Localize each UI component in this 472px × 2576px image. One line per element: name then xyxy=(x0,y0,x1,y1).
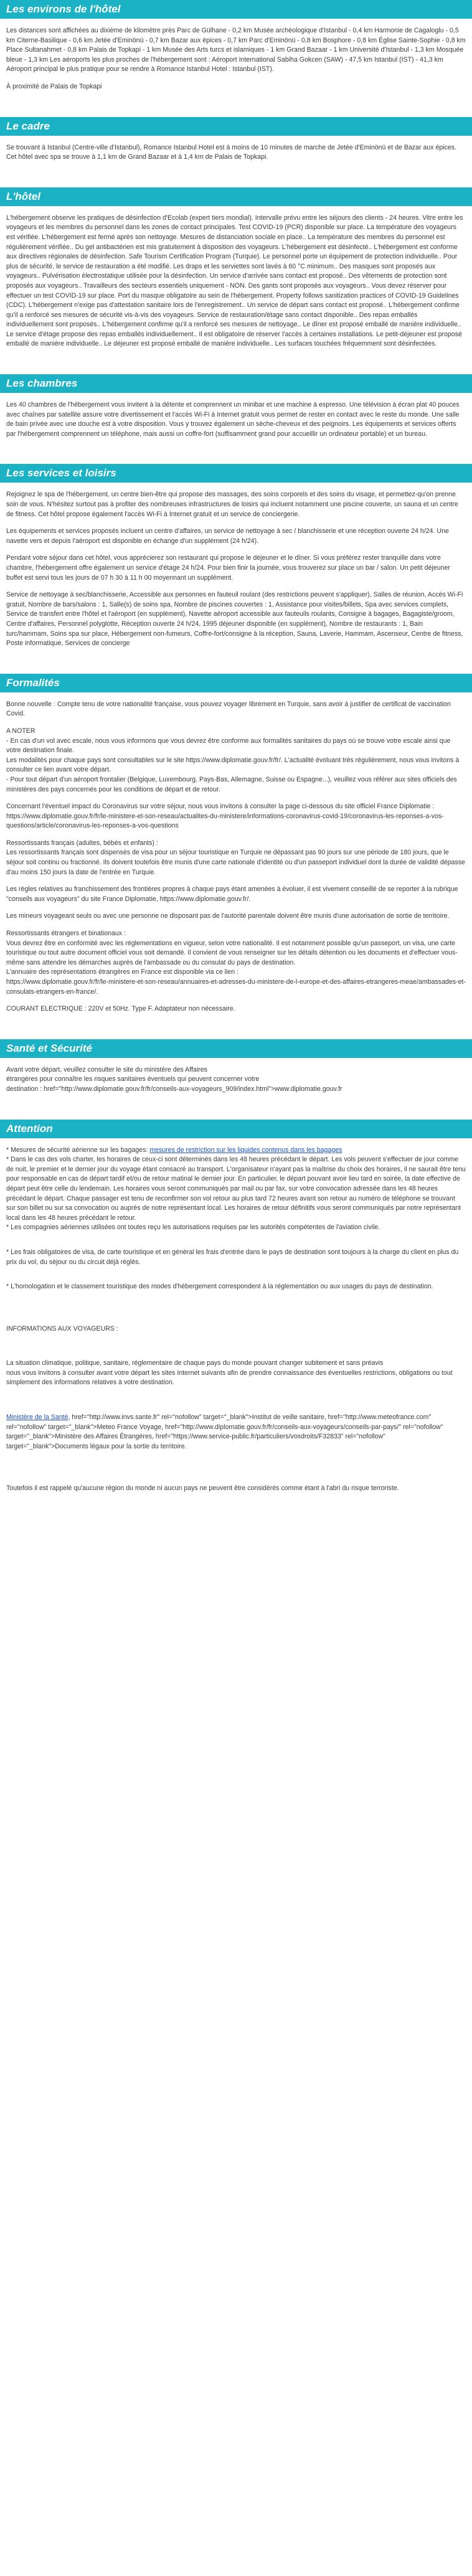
section-body-cadre xyxy=(0,136,472,171)
liquids-restriction-link[interactable]: mesures de restriction sur les liquides contenus dans les bagages xyxy=(149,1146,342,1154)
section-cadre xyxy=(0,117,472,171)
paragraph: Avant votre départ, veuillez consulter le site du ministère des Affaires étrangères pour connaître les risques sanitaires éventuels qui peuvent concerner votre destination : href="http://www.diplomatie.gouv.fr/fr/conseils-aux-voyageurs_909/index.html">www.diplomatie.gouv.fr xyxy=(6,1065,342,1093)
paragraph: À proximité de Palais de Topkapi xyxy=(6,82,102,90)
section-environs xyxy=(0,0,472,101)
paragraph: COURANT ELECTRIQUE : 220V et 50Hz. Type F. Adaptateur non nécessaire. xyxy=(6,1005,235,1013)
paragraph: Les règles relatives au franchissement des frontières propres à chaque pays étant amenées à évoluer, il est vivement conseillé de se reporter à la rubrique "conseils aux voyageurs" du site France Diplomatie, https://www.diplomatie.gouv.fr/. xyxy=(6,885,458,903)
paragraph: * Les frais obligatoires de visa, de carte touristique et en général les frais d'entrée dans le pays de destination sont toujours à la charge du client en plus du prix du vol, du séjour ou du circuit déjà réglés. xyxy=(6,1248,459,1266)
ministere-sante-link[interactable]: Ministère de la Santé xyxy=(6,1413,68,1422)
paragraph: Les mineurs voyageant seuls ou avec une personne ne disposant pas de l'autorité parentale doivent être munis d'une autorisation de sortie de territoire. xyxy=(6,912,450,920)
paragraph: Ressortissants étrangers et binationaux : Vous devrez être en conformité avec les réglementations en vigueur, selon votre nationalité. Il est notamment possible qu'un passeport, un visa, une carte touristique ou tout autre document officiel vous soit demandé. Il convient de vous renseigner sur les détails détention ou les documents et d'effectuer vous-même sans attendre les démarches auprès de l'ambassade ou du consulat du pays de destination. L'annuaire des représentations étrangères en France est disponible via ce lien : https://www.diplomatie.gouv.fr/fr/le-ministere-et-son-reseau/annuaires-et-adresses-du-ministere-de-l-europe-et-des-affaires-etrangeres-meae/ambassades-et-consulats-etrangers-en-france/. xyxy=(6,930,466,996)
section-title-formalites: Formalités xyxy=(0,674,472,692)
section-title-hotel: L'hôtel xyxy=(0,187,472,206)
section-chambres xyxy=(0,374,472,448)
text: * Mesures de sécurité aérienne sur les bagages: xyxy=(6,1146,150,1154)
paragraph: Service de nettoyage à sec/blanchisserie, Accessible aux personnes en fauteuil roulant (des restrictions peuvent s'appliquer), Salles de réunion, Accès Wi-Fi gratuit, Nombre de bars/salons : 1, Salle(s) de soins spa, Nombre de piscines couvertes : 1, Assistance pour visites/billets, Spa avec services complets, Service de transfert entre l'hôtel et l'aéroport (en supplément), Navette aéroport accessible aux fauteuils roulants, Consigne à bagages, Bagagiste/groom, Centre d'affaires, Personnel polyglotte, Réception ouverte 24 h/24, 1995 déjeuner disponible (en supplément), Nombre de restaurants : 1, Bain turc/hammam, Soins spa sur place, Hébergement non-fumeurs, Coffre-fort/consigne à la réception, Sauna, Laverie, Hammam, Ascenseur, Centre de fitness, Poste informatique, Services de concierge xyxy=(6,591,463,648)
paragraph xyxy=(6,1146,466,1233)
paragraph: Les équipements et services proposés incluent un centre d'affaires, un service de nettoyage à sec / blanchisserie et une réception ouverte 24 h/24. Une navette vers et depuis l'aéroport est disponible en échange d'un supplément (24 h/24). xyxy=(6,527,449,545)
section-sante xyxy=(0,1039,472,1103)
section-attention xyxy=(0,1120,472,1503)
text: * Dans le cas des vols charter, les horaires de ceux-ci sont déterminés dans les 48 heures précédant le départ. Les vols peuvent s'effectuer de jour comme de nuit, le premier et le dernier jour du voyage étant consacré au transport. L'organisateur n'ayant pas la maîtrise du choix des horaires, il ne saurait être tenu pour responsable en cas de départ tardif et/ou de retour matinal le dernier jour. En particulier, le départ pouvant avoir lieu tard en soirée, la date effective de départ peut être celle du lendemain. Les horaires vous seront communiqués par mail ou par fax, sur votre convocation adressée dans les 48 heures précédant le départ. Chaque passager est tenu de reconfirmer son vol retour au plus tard 72 heures avant son retour au numéro de téléphone se trouvant sur son billet ou sur sa convocation ou auprès de notre représentant local. Les horaires de retour définitifs vous seront communiqués par notre représentant local dans les 48 heures précédant le retour. * Les compagnies aériennes utilisées ont toutes reçu les autorisations requises par les autorités compétentes de l'aviation civile. xyxy=(6,1156,466,1232)
section-body-environs xyxy=(0,19,472,101)
section-body-sante xyxy=(0,1058,472,1103)
section-body-chambres xyxy=(0,393,472,448)
paragraph: L'hébergement observe les pratiques de désinfection d'Ecolab (expert tiers mondial). Intervalle prévu entre les séjours des clients - 24 heures. Vitre entre les voyageurs et les membres du personnel dans les zones de contact principales. Test COVID-19 (PCR) disponible sur place. La température des voyageurs est vérifiée. L'hébergement est fermé après son nettoyage. Mesures de distanciation sociale en place.. La température des membres du personnel est régulièrement vérifiée.. Du gel antibactérien est mis gratuitement à disposition des voyageurs. L'hébergement est désinfecté.. L'hébergement est conforme aux directives régionales de désinfection. Safe Tourism Certification Program (Turquie). Le personnel porte un équipement de protection individuelle.. Pour plus de sécurité, le service de restauration a été modifié. Les draps et les serviettes sont lavés à 60 °C minimum.. Des masques sont proposés aux voyageurs.. Pulvérisation électrostatique utilisée pour la désinfection. Un service d'arrivée sans contact est proposé.. Des vêtements de protection sont proposés aux voyageurs.. Travailleurs des secteurs essentiels uniquement - NON. Des gants sont proposés aux voyageurs.. Vous devez réserver pour effectuer un test COVID-19 sur place. Port du masque obligatoire au sein de l'hébergement. Property follows sanitization practices of COVID-19 Guidelines (CDC). L'hébergement n'exige pas d'attestation sanitaire lors de l'enregistrement.. Un service de départ sans contact est proposé.. L'hébergement confirme qu'il a renforcé ses mesures de sécurité vis-à-vis des voyageurs. Service de restauration/étage sans contact disponible.. Des repas emballés individuellement sont proposés.. L'hébergement confirme qu'il a renforcé ses mesures de nettoyage.. Le dîner est proposé emballé de manière individuelle.. Le service d'étage propose des repas emballés individuellement.. Il est obligatoire de réserver l'accès à certaines installations. Le petit-déjeuner est proposé emballé de manière individuelle.. Le déjeuner est proposé emballé de manière individuelle.. Les surfaces touchées fréquemment sont désinfectées. xyxy=(6,214,463,348)
section-body-formalites xyxy=(0,692,472,1023)
section-body-services xyxy=(0,483,472,657)
paragraph: Toutefois il est rappelé qu'aucune région du monde ni aucun pays ne peuvent être considérés comme étant à l'abri du risque terroriste. xyxy=(6,1484,399,1493)
section-title-cadre: Le cadre xyxy=(0,117,472,136)
section-hotel xyxy=(0,187,472,358)
paragraph xyxy=(6,1413,466,1451)
section-title-environs: Les environs de l'hôtel xyxy=(0,0,472,19)
paragraph: Les 40 chambres de l'hébergement vous invitent à la détente et comprennent un minibar et une machine à espresso. Une télévision à écran plat 40 pouces avec chaînes par satellite assure votre divertissement et l'accès Wi-Fi à Internet gratuit vous permet de rester en contact avec le reste du monde. Une salle de bain privée avec une douche est à votre disposition. Vous y trouvez également un sèche-cheveux et des peignoirs. Les équipements et services offerts par l'hébergement comprennent un téléphone, mais aussi un coffre-fort (suffisamment grand pour accueillir un ordinateur portable) et un bureau. xyxy=(6,401,460,438)
paragraph: Se trouvant à Istanbul (Centre-ville d'Istanbul), Romance Istanbul Hotel est à moins de 10 minutes de marche de Jetée d'Eminönü et de Bazar aux épices. Cet hôtel avec spa se trouve à 1,1 km de Grand Bazaar et à 1,4 km de Palais de Topkapi. xyxy=(6,143,457,161)
section-body-hotel xyxy=(0,206,472,358)
paragraph: Bonne nouvelle : Compte tenu de votre nationalité française, vous pouvez voyager librement en Turquie, sans avoir à justifier de certificat de vaccination Covid. xyxy=(6,700,451,718)
paragraph: * L'homologation et le classement touristique des modes d'hébergement correspondent à la réglementation ou aux usages du pays de destination. xyxy=(6,1283,433,1291)
section-title-attention: Attention xyxy=(0,1120,472,1138)
paragraph: Les distances sont affichées au dixième de kilomètre près Parc de Gülhane - 0,2 km Musée archéologique d'Istanbul - 0,4 km Harmonie de Cagaloglu - 0,5 km Citerne-Basilique - 0,6 km Jetée d'Eminönü - 0,7 km Bazar aux épices - 0,7 km Parc d'Eminönü - 0,8 km Bosphore - 0,8 km Église Sainte-Sophie - 0,8 km Place Sultanahmet - 0,8 km Palais de Topkapi - 1 km Musée des Arts turcs et islamiques - 1 km Grand Bazaar - 1 km Université d'Istanbul - 1,3 km Mosquée bleue - 1,3 km Les aéroports les plus proches de l'hébergement sont : Aéroport International Sabiha Gokcen (SAW) - 47,5 km Istanbul (IST) - 41,3 km Aéroport principal le plus pratique pour se rendre à Romance Istanbul Hotel : Istanbul (IST). xyxy=(6,27,466,73)
paragraph: INFORMATIONS AUX VOYAGEURS : xyxy=(6,1324,118,1333)
section-title-chambres: Les chambres xyxy=(0,374,472,393)
section-title-services: Les services et loisirs xyxy=(0,464,472,483)
paragraph: A NOTER - En cas d'un vol avec escale, nous vous informons que vous devrez être conforme aux formalités sanitaires du pays où se trouve votre escale ainsi que votre destination finale. Les modalités pour chaque pays sont consultables sur le site https://www.diplomatie.gouv.fr/fr/. L'actualité évoluant très régulièrement, nous vous invitons à consulter ce lien avant votre départ. - Pour tout départ d'un aéroport frontalier (Belgique, Luxembourg, Pays-Bas, Allemagne, Suisse ou Espagne...), veuillez vous référer aux sites officiels des ministères des pays concernés pour les conditions de départ et de retour. xyxy=(6,727,460,793)
section-formalites xyxy=(0,674,472,1023)
paragraph: Rejoignez le spa de l'hébergement, un centre bien-être qui propose des massages, des soins corporels et des soins du visage, et permettez-qu'on prenne soin de vous. N'hésitez surtout pas à profiter des nombreuses infrastructures de loisirs qui incluent notamment une piscine couverte, un sauna et un centre de fitness. Cet hôtel propose également l'accès Wi-Fi à Internet gratuit et un service de conciergerie. xyxy=(6,491,458,518)
paragraph: La situation climatique, politique, sanitaire, réglementaire de chaque pays du monde pouvant changer subitement et sans préavis nous vous invitons à consulter avant votre départ les sites Internet suivants afin de prendre connaissance des éventuelles restrictions, obligations ou tout simplement des informations relatives à votre destination. xyxy=(6,1359,453,1387)
section-services xyxy=(0,464,472,657)
paragraph: Concernant l'éventuel impact du Coronavirus sur votre séjour, nous vous invitons à consulter la page ci-dessous du site officiel France Diplomatie : https://www.diplomatie.gouv.fr/fr/le-ministere-et-son-reseau/actualites-du-ministere/informations-coronavirus-covid-19/coronavirus-les-reponses-a-vos-questions/article/coronavirus-les-reponses-a-vos-questions xyxy=(6,803,444,830)
paragraph: Ressortissants français (adultes, bébés et enfants) : Les ressortissants français sont dispensés de visa pour un séjour touristique en Turquie ne dépassant pas 90 jours sur une période de 180 jours, que le séjour soit continu ou fractionné. Ils doivent toutefois être munis d'une carte nationale d'identité ou d'un passeport individuel dont la durée de validité dépasse d'au moins 150 jours la date de l'entrée en Turquie. xyxy=(6,839,465,876)
section-title-sante: Santé et Sécurité xyxy=(0,1039,472,1058)
section-body-attention xyxy=(0,1138,472,1503)
text: , href="http://www.invs.sante.fr" rel="nofollow" target="_blank">Institut de veille sanitaire, href="http://www.meteofrance.com" rel="nofollow" target="_blank">Meteo France Voyage, href="http://www.diplomatie.gouv.fr/fr/conseils-aux-voyageurs/conseils-par-pays/" rel="nofollow" target="_blank">Ministère des Affaires Étrangères, href="https://www.service-public.fr/particuliers/vosdroits/F32833" rel="nofollow" target="_blank">Documents légaux pour la sortie du territoire. xyxy=(6,1413,443,1450)
paragraph: Pendant votre séjour dans cet hôtel, vous apprécierez son restaurant qui propose le déjeuner et le dîner. Si vous préférez rester tranquille dans votre chambre, l'hébergement offre également un service d'étage 24 h/24. Pour bien finir la journée, vous trouverez sur place un bar / salon. Un petit déjeuner buffet est servi tous les jours de 07 h 30 à 11 h 00 moyennant un supplément. xyxy=(6,554,450,582)
